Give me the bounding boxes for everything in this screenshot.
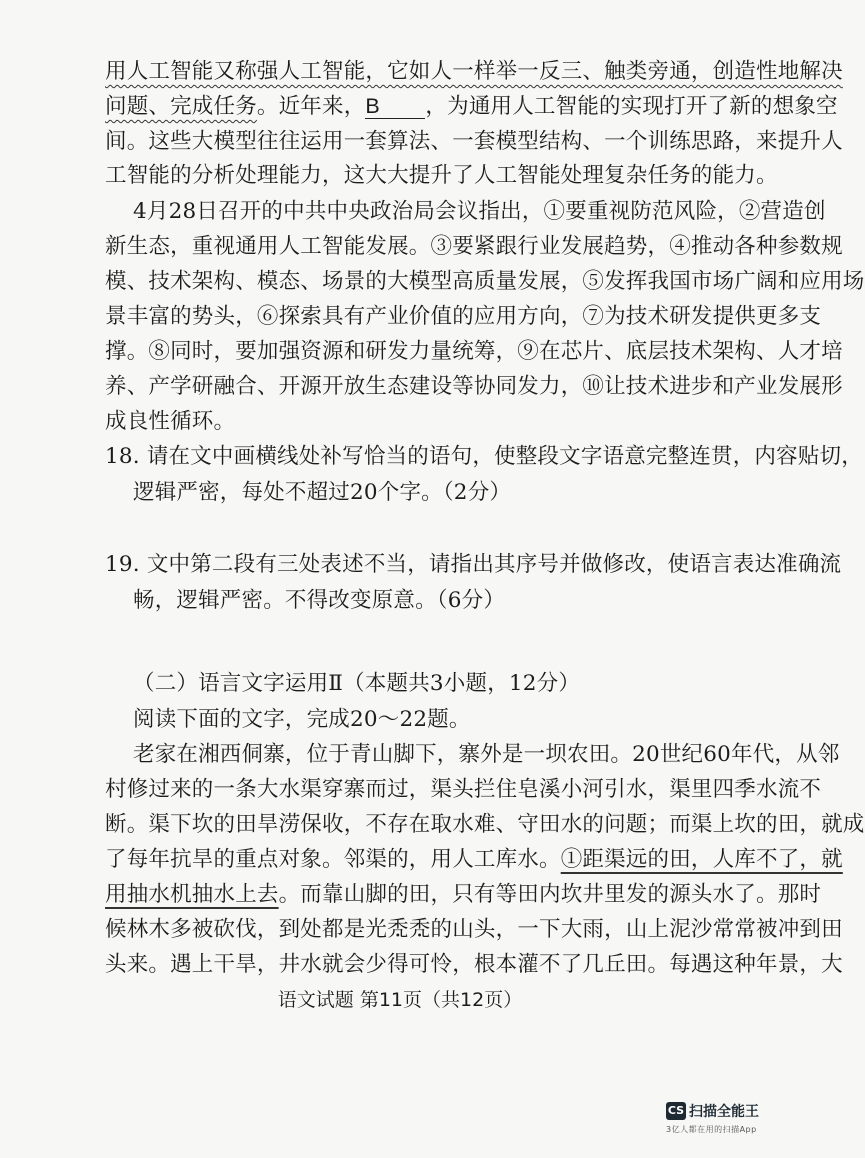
passage3-text: 头来。遇上干旱，井水就会少得可怜，根本灌不了几丘田。每遇这种年景，大: [105, 952, 843, 977]
dotted-char: 常: [734, 917, 757, 942]
passage3-text: 了每年抗旱的重点对象。邻渠的，用人工库水。: [105, 847, 561, 872]
passage1-text: 间。这些大模型往往运用一套算法、一套模型结构、一个训练思路，来提升人: [105, 129, 843, 154]
passage1-text: 工智能的分析处理能力，这大大提升了人工智能处理复杂任务的能力。: [105, 163, 778, 188]
passage3-line1: [133, 738, 840, 772]
passage3-line4: [105, 843, 843, 877]
passage3-line5: [105, 878, 822, 912]
passage3-line2: [105, 773, 822, 807]
dotted-char: 秃: [387, 917, 409, 942]
question-text: 畅，逻辑严密。不得改变原意。（6分）: [133, 588, 506, 613]
section-title: （二）语言文字运用Ⅱ（本题共3小题，12分）: [133, 671, 581, 696]
dotted-char: 秃: [408, 917, 431, 942]
section-instruction: [133, 703, 700, 737]
passage3-text: 。而靠山脚的田，只有等田内坎井里发的源头水了。那时: [278, 882, 822, 907]
passage3-line3: [105, 808, 865, 842]
passage1-line3: [105, 125, 843, 159]
passage2-text: 新生态，重视通用人工智能发展。③要紧跟行业发展趋势，④推动各种参数规: [105, 234, 843, 259]
question-19-line2: [133, 584, 700, 618]
passage2-line6: [105, 370, 843, 404]
passage2-line5: [105, 335, 843, 369]
passage2-text: 模、技术架构、模态、场景的大模型高质量发展，⑤发挥我国市场广阔和应用场: [105, 269, 865, 294]
passage2-line7: [105, 405, 700, 439]
passage2-line4: [105, 300, 822, 334]
passage2-text: 4月28日召开的中共中央政治局会议指出，①要重视防范风险，②营造创: [133, 199, 826, 224]
question-19-line1: [105, 548, 842, 582]
passage3-text: 断。渠下坎的田旱涝保收，不存在取水难、守田水的问题；而渠上坎的田，就成: [105, 812, 865, 837]
question-text: 逻辑严密，每处不超过20个字。（2分）: [133, 480, 512, 505]
passage2-text: 养、产学研融合、开源开放生态建设等协同发力，⑩让技术进步和产业发展形: [105, 374, 843, 399]
scanner-watermark: [666, 1100, 786, 1135]
passage2-line2: [105, 230, 843, 264]
passage1-line2: [105, 90, 838, 124]
cs-logo-icon: CS: [666, 1102, 686, 1120]
question-18-line1: [105, 440, 863, 474]
fill-blank-b: B: [365, 94, 425, 119]
passage3-text: 候林木多被砍伐，到处都是光: [105, 917, 388, 942]
dotted-char: 常: [712, 917, 735, 942]
passage1-text: 用人工智能又称强人工智能，它如人一样举一反三、触类旁通，创造性地解决: [105, 59, 843, 84]
question-18-line2: [133, 476, 700, 510]
passage1-line4: [105, 159, 778, 193]
underlined-sentence-1: ①距渠远的田，人库不了，就: [560, 847, 843, 872]
question-text: 18. 请在文中画横线处补写恰当的语句，使整段文字语意完整连贯，内容贴切，: [105, 444, 863, 469]
passage3-text: 村修过来的一条大水渠穿寨而过，渠头拦住皂溪小河引水，渠里四季水流不: [105, 777, 822, 802]
passage1-text: 。近年来，: [256, 94, 366, 119]
passage3-text: 的山头，一下大雨，山上泥沙: [430, 917, 713, 942]
passage3-line7: [105, 948, 843, 982]
passage1-text: ，为通用人工智能的实现打开了新的想象空: [425, 94, 838, 119]
passage2-text: 撑。⑧同时，要加强资源和研发力量统筹，⑨在芯片、底层技术架构、人才培: [105, 339, 843, 364]
passage3-text: 被冲到田: [756, 917, 843, 942]
passage2-line1: [133, 195, 826, 229]
passage2-text: 成良性循环。: [105, 409, 236, 434]
watermark-subtitle: 3亿人都在用的扫描App: [666, 1124, 757, 1134]
passage2-line3: [105, 265, 865, 299]
passage3-line6: [105, 913, 843, 947]
instruction-text: 阅读下面的文字，完成20～22题。: [133, 707, 471, 732]
question-text: 19. 文中第二段有三处表述不当，请指出其序号并做修改，使语言表达准确流: [105, 552, 842, 577]
underlined-sentence-1: 用抽水机抽水上去: [105, 882, 279, 907]
passage3-text: 老家在湘西侗寨，位于青山脚下，寨外是一坝农田。20世纪60年代，从邻: [133, 742, 840, 767]
passage1-line1: [105, 55, 843, 89]
passage2-text: 景丰富的势头，⑥探索具有产业价值的应用方向，⑦为技术研发提供更多支: [105, 304, 822, 329]
wavy-text: 问题、完成任务: [105, 94, 257, 119]
page-footer: 语文试题 第11页（共12页）: [277, 989, 523, 1011]
section-heading: [133, 667, 700, 701]
watermark-name: 扫描全能王: [689, 1103, 759, 1120]
